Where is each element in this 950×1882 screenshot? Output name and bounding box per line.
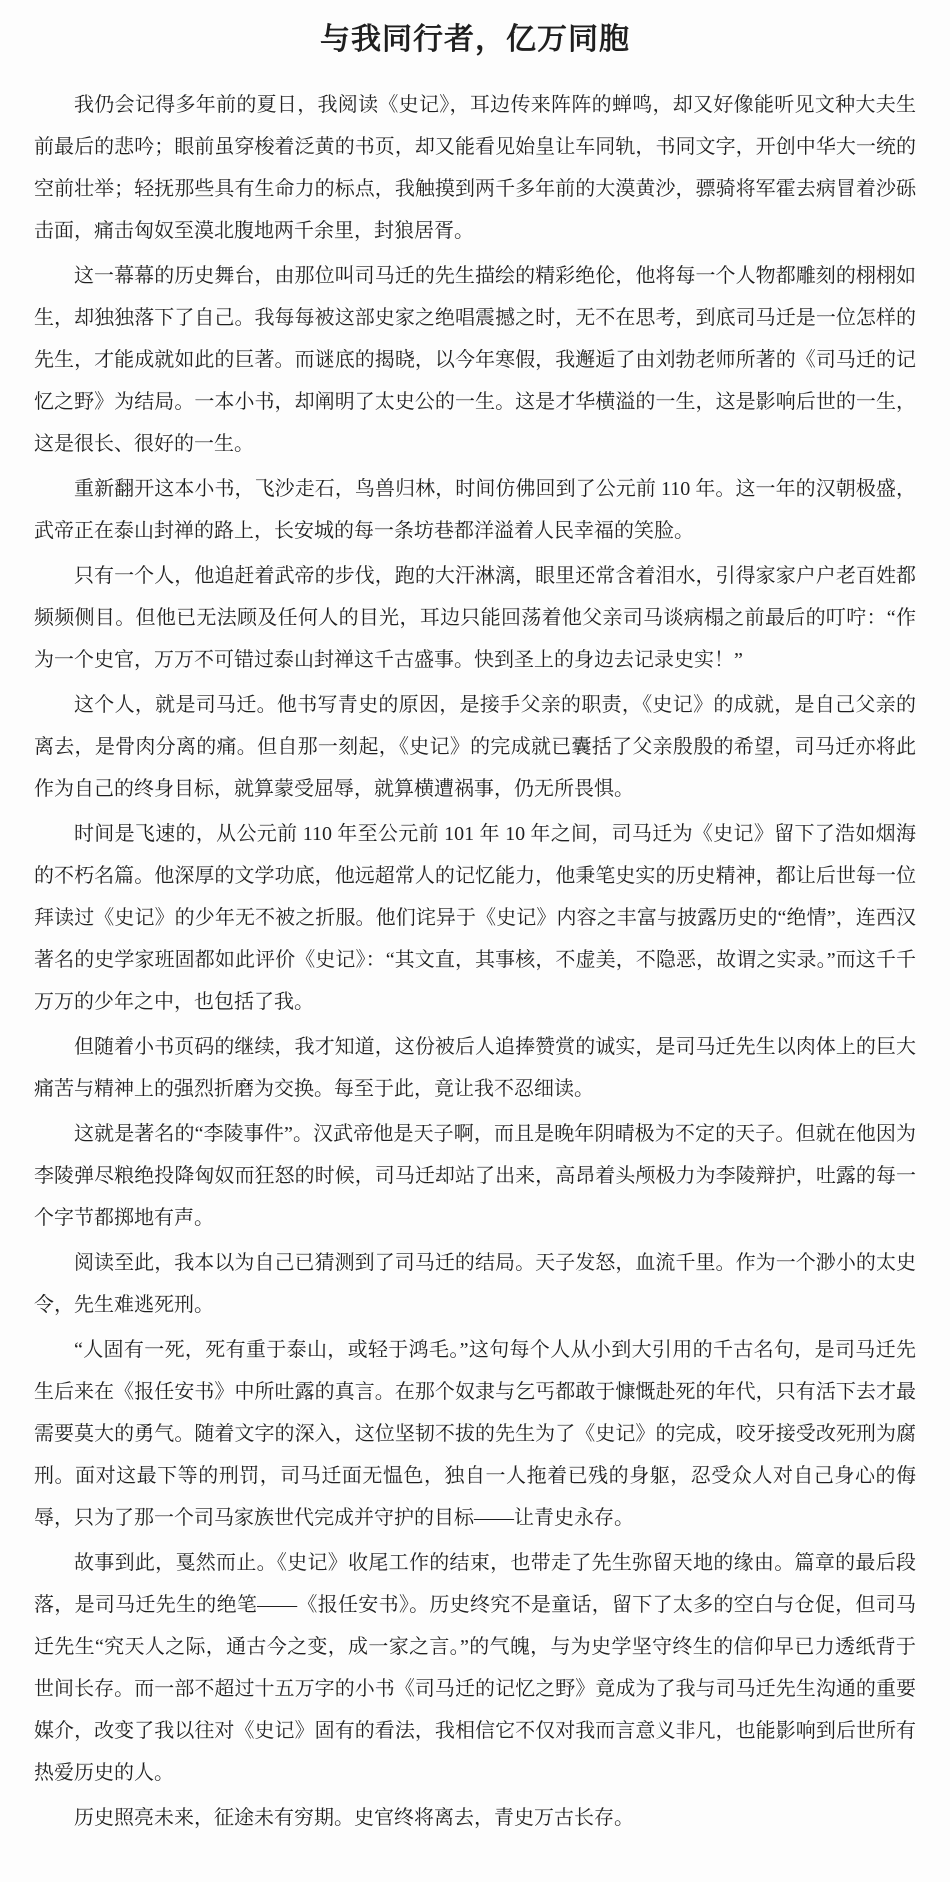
essay-title: 与我同行者，亿万同胞	[320, 23, 630, 56]
essay-paragraph-8: 这就是著名的“李陵事件”。汉武帝他是天子啊，而且是晚年阴晴极为不定的天子。但就在他因为李陵弹尽粮绝投降匈奴而狂怒的时候，司马迁却站了出来，高昂着头颅极力为李陵辩护，吐露的每一个字节都掷地有声。	[34, 1123, 916, 1229]
essay-paragraph-12: 历史照亮未来，征途未有穷期。史官终将离去，青史万古长存。	[74, 1807, 634, 1829]
essay-paragraph-10: “人固有一死，死有重于泰山，或轻于鸿毛。”这句每个人从小到大引用的千古名句，是司马迁先生后来在《报任安书》中所吐露的真言。在那个奴隶与乞丐都敢于慷慨赴死的年代，只有活下去才最需要莫大的勇气。随着文字的深入，这位坚韧不拔的先生为了《史记》的完成，咬牙接受改死刑为腐刑。面对这最下等的刑罚，司马迁面无愠色，独自一人拖着已残的身躯，忍受众人对自己身心的侮辱，只为了那一个司马家族世代完成并守护的目标——让青史永存。	[34, 1339, 916, 1529]
essay-paragraph-7: 但随着小书页码的继续，我才知道，这份被后人追捧赞赏的诚实，是司马迁先生以肉体上的巨大痛苦与精神上的强烈折磨为交换。每至于此，竟让我不忍细读。	[34, 1036, 916, 1100]
essay-paragraph-9: 阅读至此，我本以为自己已猜测到了司马迁的结局。天子发怒，血流千里。作为一个渺小的太史令，先生难逃死刑。	[34, 1252, 916, 1316]
essay-paragraph-11: 故事到此，戛然而止。《史记》收尾工作的结束，也带走了先生弥留天地的缘由。篇章的最后段落，是司马迁先生的绝笔——《报任安书》。历史终究不是童话，留下了太多的空白与仓促，但司马迁先生“究天人之际，通古今之变，成一家之言。”的气魄，与为史学坚守终生的信仰早已力透纸背于世间长存。而一部不超过十五万字的小书《司马迁的记忆之野》竟成为了我与司马迁先生沟通的重要媒介，改变了我以往对《史记》固有的看法，我相信它不仅对我而言意义非凡，也能影响到后世所有热爱历史的人。	[34, 1552, 916, 1784]
essay-body	[34, 84, 916, 1839]
essay-paragraph-1: 我仍会记得多年前的夏日，我阅读《史记》，耳边传来阵阵的蝉鸣，却又好像能听见文种大夫生前最后的悲吟；眼前虽穿梭着泛黄的书页，却又能看见始皇让车同轨，书同文字，开创中华大一统的空前壮举；轻抚那些具有生命力的标点，我触摸到两千多年前的大漠黄沙，骠骑将军霍去病冒着沙砾击面，痛击匈奴至漠北腹地两千余里，封狼居胥。	[34, 94, 916, 242]
essay-paragraph-3: 重新翻开这本小书，飞沙走石，鸟兽归林，时间仿佛回到了公元前 110 年。这一年的汉朝极盛，武帝正在泰山封禅的路上，长安城的每一条坊巷都洋溢着人民幸福的笑脸。	[34, 478, 916, 542]
essay-paragraph-4: 只有一个人，他追赶着武帝的步伐，跑的大汗淋漓，眼里还常含着泪水，引得家家户户老百姓都频频侧目。但他已无法顾及任何人的目光，耳边只能回荡着他父亲司马谈病榻之前最后的叮咛：“作为一个史官，万万不可错过泰山封禅这千古盛事。快到圣上的身边去记录史实！”	[34, 565, 916, 671]
essay-paragraph-5: 这个人，就是司马迁。他书写青史的原因，是接手父亲的职责，《史记》的成就，是自己父亲的离去，是骨肉分离的痛。但自那一刻起，《史记》的完成就已囊括了父亲殷殷的希望，司马迁亦将此作为自己的终身目标，就算蒙受屈辱，就算横遭祸事，仍无所畏惧。	[34, 694, 916, 800]
essay-paragraph-2: 这一幕幕的历史舞台，由那位叫司马迁的先生描绘的精彩绝伦，他将每一个人物都雕刻的栩栩如生，却独独落下了自己。我每每被这部史家之绝唱震撼之时，无不在思考，到底司马迁是一位怎样的先生，才能成就如此的巨著。而谜底的揭晓，以今年寒假，我邂逅了由刘勃老师所著的《司马迁的记忆之野》为结局。一本小书，却阐明了太史公的一生。这是才华横溢的一生，这是影响后世的一生，这是很长、很好的一生。	[34, 265, 916, 455]
essay-paragraph-6: 时间是飞速的，从公元前 110 年至公元前 101 年 10 年之间，司马迁为《史记》留下了浩如烟海的不朽名篇。他深厚的文学功底，他远超常人的记忆能力，他秉笔史实的历史精神，都让后世每一位拜读过《史记》的少年无不被之折服。他们诧异于《史记》内容之丰富与披露历史的“绝情”，连西汉著名的史学家班固都如此评价《史记》：“其文直，其事核，不虚美，不隐恶，故谓之实录。”而这千千万万的少年之中，也包括了我。	[34, 823, 916, 1013]
